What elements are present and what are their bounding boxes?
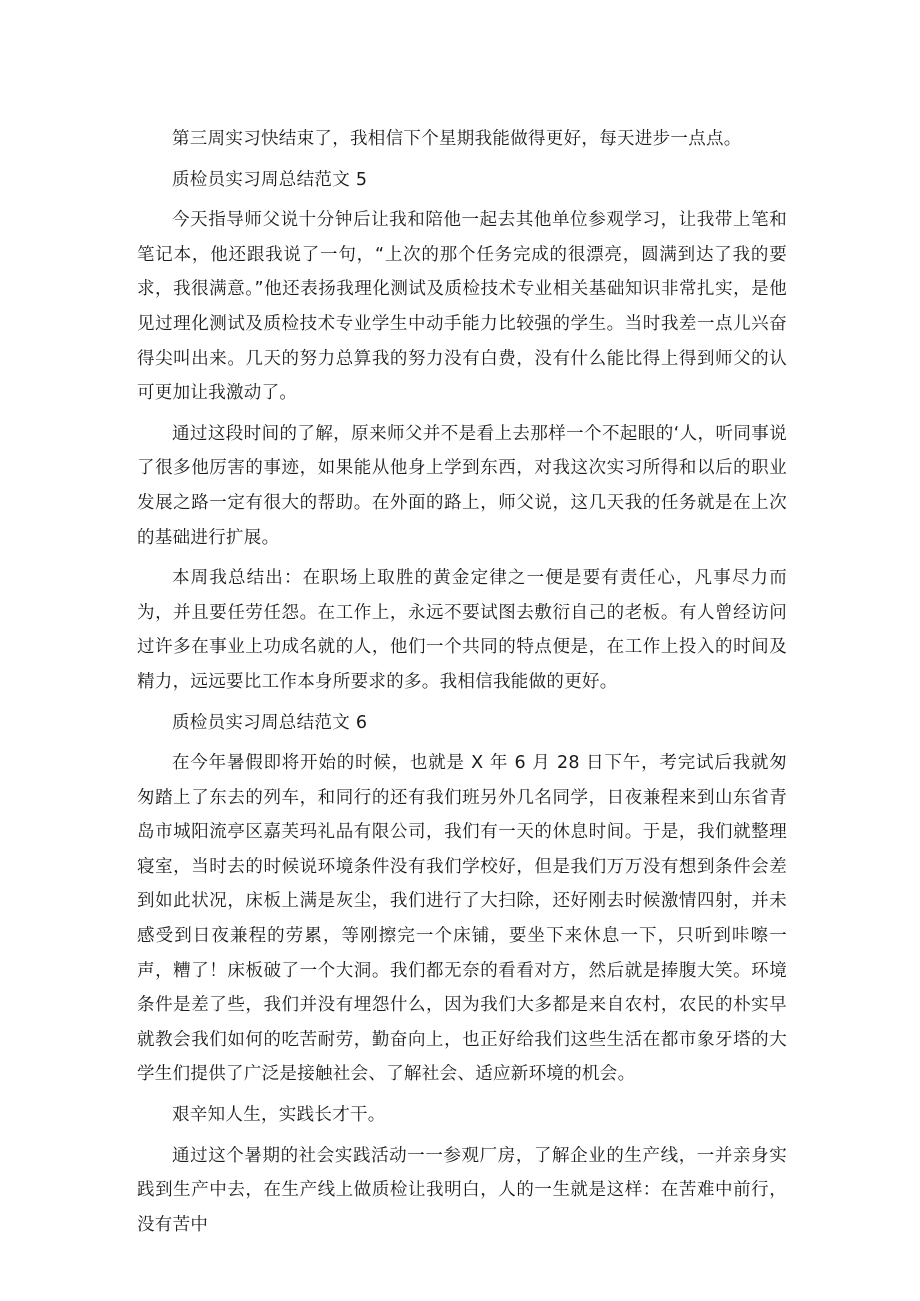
paragraph-week3-conclusion: 第三周实习快结束了，我相信下个星期我能做得更好，每天进步一点点。	[172, 129, 742, 149]
paragraph-mentor-praise: 今天指导师父说十分钟后让我和陪他一起去其他单位参观学习，让我带上笔和笔记本，他还跟我说了一句，“上次的那个任务完成的很漂亮，圆满到达了我的要求，我很满意。”他还表扬我理化测试及质检技术专业相关基础知识非常扎实，是他见过理化测试及质检技术专业学生中动手能力比较强的学生。当时我差一点儿兴奋得尖叫出来。几天的努力总算我的努力没有白费，没有什么能比得上得到师父的认可更加让我激动了。	[137, 210, 787, 404]
paragraph-mentor-understanding: 通过这段时间的了解，原来师父并不是看上去那样一个不起眼的‘人，听同事说了很多他厉害的事迹，如果能从他身上学到东西，对我这次实习所得和以后的职业发展之路一定有很大的帮助。在外面的路上，师父说，这几天我的任务就是在上次的基础进行扩展。	[137, 423, 787, 548]
section-heading-6: 质检员实习周总结范文 6	[172, 712, 368, 733]
paragraph-motto: 艰辛知人生，实践长才干。	[172, 1105, 386, 1126]
paragraph-weekly-summary: 本周我总结出：在职场上取胜的黄金定律之一便是要有责任心，凡事尽力而为，并且要任劳任怨。在工作上，永远不要试图去敷衍自己的老板。有人曾经访问过许多在事业上功成名就的人，他们一个共同的特点便是，在工作上投入的时间及精力，远远要比工作本身所要求的多。我相信我能做的更好。	[137, 568, 787, 692]
paragraph-summer-arrival: 在今年暑假即将开始的时候，也就是 X 年 6 月 28 日下午，考完试后我就匆匆踏上了东去的列车，和同行的还有我们班另外几名同学，日夜兼程来到山东省青岛市城阳流亭区嘉芙玛礼品有限公司，我们有一天的休息时间。于是，我们就整理寝室，当时去的时候说环境条件没有我们学校好，但是我们万万没有想到条件会差到如此状况，床板上满是灰尘，我们进行了大扫除，还好刚去时候激情四射，并未感受到日夜兼程的劳累，等刚擦完一个床铺，要坐下来休息一下，只听到咔嚓一声，糟了！床板破了一个大洞。我们都无奈的看看对方，然后就是捧腹大笑。环境条件是差了些，我们并没有埋怨什么，因为我们大多都是来自农村，农民的朴实早就教会我们如何的吃苦耐劳，勤奋向上，也正好给我们这些生活在都市象牙塔的大学生们提供了广泛是接触社会、了解社会、适应新环境的机会。	[137, 753, 787, 1085]
paragraph-practice-reflection: 通过这个暑期的社会实践活动一一参观厂房，了解企业的生产线，一并亲身实践到生产中去，在生产线上做质检让我明白，人的一生就是这样：在苦难中前行，没有苦中	[137, 1145, 787, 1235]
document-body	[137, 122, 787, 1248]
section-heading-5: 质检员实习周总结范文 5	[172, 169, 368, 190]
